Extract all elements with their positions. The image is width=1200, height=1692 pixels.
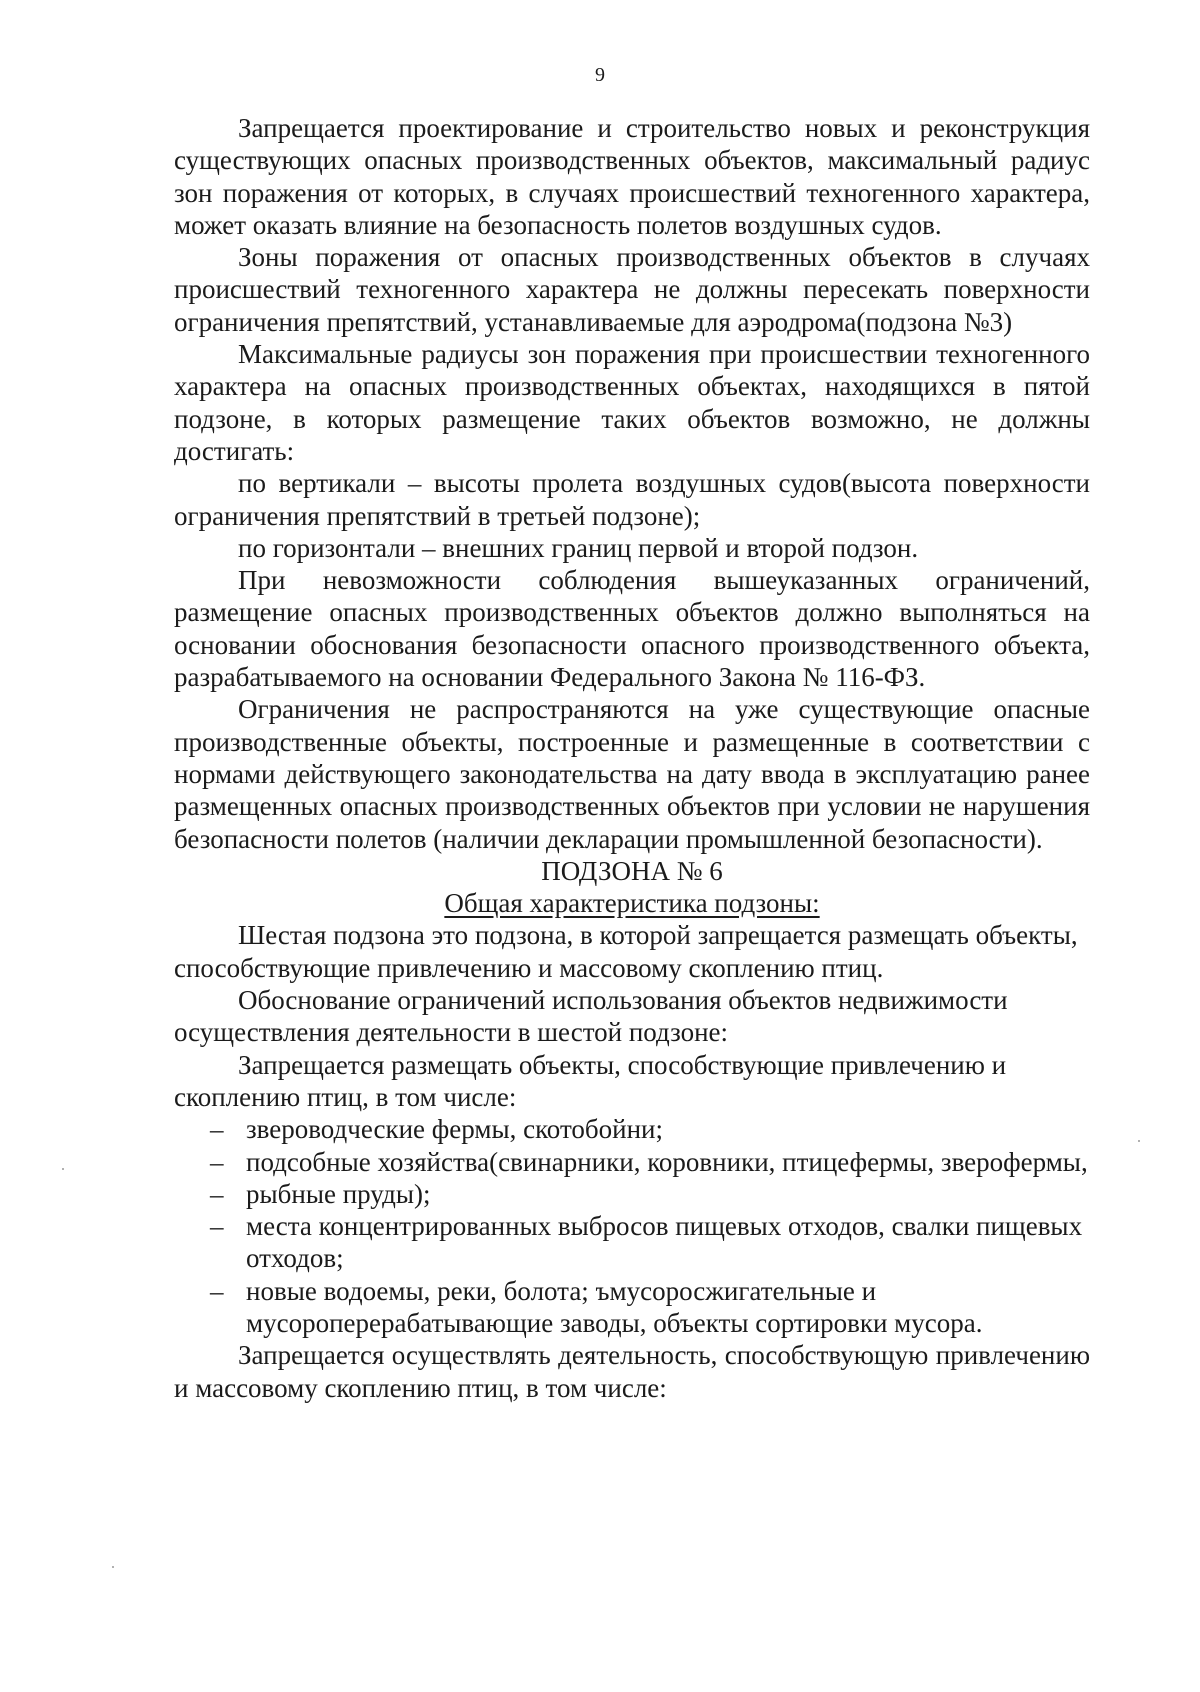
- prohibited-objects-list: [174, 1113, 1090, 1339]
- paragraph-construction-ban: Запрещается проектирование и строительство новых и реконструкция существующих опасных производственных объектов, максимальный радиус зон поражения от которых, в случаях происшествий техногенного характера, может оказать влияние на безопасность полетов воздушных судов.: [174, 113, 1090, 240]
- scan-speck: [1138, 1140, 1140, 1142]
- scan-speck: [62, 1168, 64, 1170]
- list-dash: –: [210, 1146, 224, 1177]
- paragraph-prohibited-objects: Запрещается размещать объекты, способствующие привлечению и скоплению птиц, в том числе:: [174, 1049, 1007, 1112]
- list-item-text: новые водоемы, реки, болота; ъмусоросжигательные и мусороперерабатывающие заводы, объекты сортировки мусора.: [246, 1275, 983, 1338]
- list-dash: –: [210, 1178, 224, 1209]
- list-item: [174, 1113, 1090, 1145]
- list-dash: –: [210, 1114, 224, 1145]
- paragraph-horizontal: по горизонтали – внешних границ первой и второй подзон.: [238, 532, 919, 563]
- list-item-text: подсобные хозяйства(свинарники, коровники, птицефермы, зверофермы,: [246, 1146, 1088, 1177]
- list-item: [174, 1178, 1090, 1210]
- list-dash: –: [210, 1211, 224, 1242]
- paragraph-max-radii: Максимальные радиусы зон поражения при происшествии техногенного характера на опасных производственных объектах, находящихся в пятой подзоне, в которых размещение таких объектов возможно, не должны достигать:: [174, 339, 1090, 466]
- list-item: [174, 1210, 1090, 1275]
- section-subheading: Общая характеристика подзоны:: [444, 888, 820, 919]
- list-item: [174, 1146, 1090, 1178]
- list-item: [174, 1275, 1090, 1340]
- page-number: 9: [595, 64, 605, 86]
- paragraph-vertical: по вертикали – высоты пролета воздушных судов(высота поверхности ограничения препятствий в третьей подзоне);: [174, 468, 1090, 531]
- paragraph-restrictions-scope: Ограничения не распространяются на уже существующие опасные производственные объекты, построенные и размещенные в соответствии с нормами действующего законодательства на дату ввода в эксплуатацию ранее размещенных опасных производственных объектов при условии не нарушения безопасности полетов (наличии декларации промышленной безопасности).: [174, 694, 1090, 854]
- paragraph-damage-zones: Зоны поражения от опасных производственных объектов в случаях происшествий техногенного характера не должны пересекать поверхности ограничения препятствий, устанавливаемые для аэродрома(подзона №3): [174, 242, 1090, 337]
- paragraph-subzone-definition: Шестая подзона это подзона, в которой запрещается размещать объекты, способствующие привлечению и массовому скоплению птиц.: [174, 920, 1078, 983]
- list-item-text: рыбные пруды);: [246, 1178, 431, 1209]
- list-dash: –: [210, 1275, 224, 1306]
- paragraph-prohibited-activities: Запрещается осуществлять деятельность, способствующую привлечению и массовому скоплению птиц, в том числе:: [174, 1340, 1090, 1403]
- list-item-text: места концентрированных выбросов пищевых отходов, свалки пищевых отходов;: [246, 1211, 1083, 1274]
- scan-speck: [112, 1566, 114, 1568]
- section-heading: ПОДЗОНА № 6: [541, 855, 723, 886]
- list-item-text: звероводческие фермы, скотобойни;: [246, 1114, 663, 1145]
- document-body: [174, 112, 1090, 1404]
- paragraph-impossibility: При невозможности соблюдения вышеуказанных ограничений, размещение опасных производственных объектов должно выполняться на основании обоснования безопасности опасного производственного объекта, разрабатываемого на основании Федерального Закона № 116-ФЗ.: [174, 565, 1090, 693]
- paragraph-justification: Обоснование ограничений использования объектов недвижимости осуществления деятельности в шестой подзоне:: [174, 985, 1008, 1048]
